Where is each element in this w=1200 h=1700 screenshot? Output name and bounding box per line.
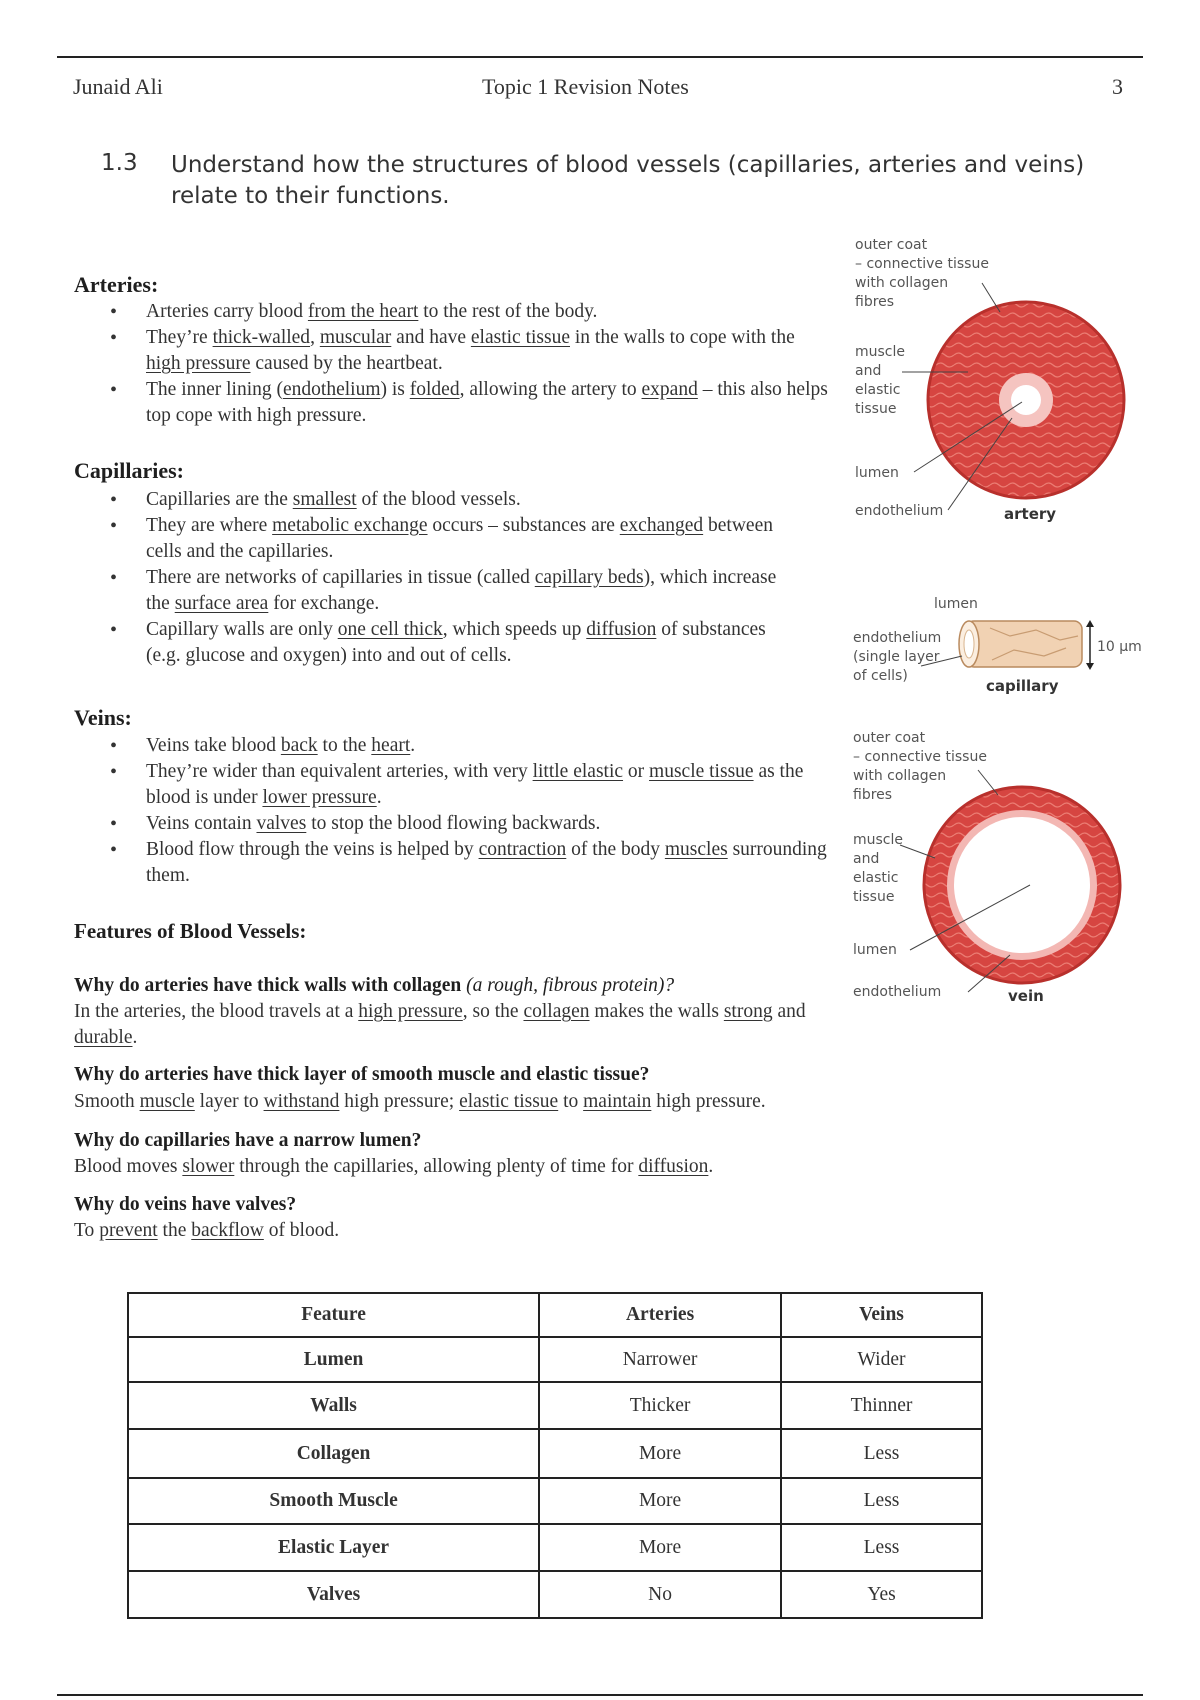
table-cell: Yes [781,1571,982,1618]
header-author: Junaid Ali [73,74,163,99]
answer-3: Blood moves slower through the capillaries, allowing plenty of time for diffusion. [74,1156,714,1177]
list-item: • Capillary walls are only one cell thick, which speeds up diffusion of substances (e.g. glucose and oxygen) into and out of cells. [104,617,804,669]
capillary-name: capillary [986,677,1059,695]
artery-illustration [902,283,1124,510]
vein-muscle-label: muscle and elastic tissue [853,832,904,905]
table-cell: Lumen [128,1337,539,1382]
capillary-endothelium-label: endothelium (single layer of cells) [853,630,942,684]
capillary-size-label: 10 μm [1097,639,1142,655]
list-item: • Blood flow through the veins is helped by contraction of the body muscles surrounding them. [104,837,834,889]
table-cell: More [539,1478,781,1524]
answer-4: To prevent the backflow of blood. [74,1220,340,1241]
list-item: • There are networks of capillaries in tissue (called capillary beds), which increase the surface area for exchange. [104,565,804,617]
table-cell: Narrower [539,1337,781,1382]
table-cell: Smooth Muscle [128,1478,539,1524]
table-cell: Valves [128,1571,539,1618]
capillary-lumen-label: lumen [934,596,978,612]
vein-endothelium-label: endothelium [853,984,942,1000]
list-item: • They’re wider than equivalent arteries, with very little elastic or muscle tissue as the blood is under lower pressure. [104,759,834,811]
vein-outer-coat-label: outer coat – connective tissue with collagen fibres [853,730,987,803]
features-heading: Features of Blood Vessels: [74,919,307,943]
table-cell: More [539,1429,781,1478]
arteries-heading: Arteries: [74,272,159,297]
table-header: Feature [128,1293,539,1337]
capillaries-heading: Capillaries: [74,458,184,483]
table-cell: More [539,1524,781,1571]
artery-name: artery [1004,505,1057,523]
table-cell: Thicker [539,1382,781,1429]
table-cell: Thinner [781,1382,982,1429]
list-item: • Arteries carry blood from the heart to the rest of the body. [104,299,834,325]
list-item: • They’re thick-walled, muscular and have elastic tissue in the walls to cope with the high pressure caused by the heartbeat. [104,325,834,377]
list-item: • Capillaries are the smallest of the blood vessels. [104,487,804,513]
page-number: 3 [1112,74,1123,99]
table-cell: Less [781,1429,982,1478]
table-header: Arteries [539,1293,781,1337]
section-title: Understand how the structures of blood vessels (capillaries, arteries and veins) relate to their functions. [171,152,1085,209]
question-1: Why do arteries have thick walls with collagen (a rough, fibrous protein)? [74,975,675,996]
question-4: Why do veins have valves? [74,1194,297,1215]
vein-lumen-label: lumen [853,942,897,958]
artery-outer-coat-label: outer coat – connective tissue with collagen fibres [855,237,989,310]
answer-1: In the arteries, the blood travels at a high pressure, so the collagen makes the walls strong and durable. [74,1001,806,1048]
question-2: Why do arteries have thick layer of smooth muscle and elastic tissue? [74,1064,650,1085]
table-cell: Wider [781,1337,982,1382]
list-item: • The inner lining (endothelium) is folded, allowing the artery to expand – this also helps top cope with high pressure. [104,377,834,429]
table-cell: Collagen [128,1429,539,1478]
answer-2: Smooth muscle layer to withstand high pressure; elastic tissue to maintain high pressure. [74,1091,766,1112]
veins-heading: Veins: [74,705,132,730]
header-title: Topic 1 Revision Notes [482,74,689,99]
artery-muscle-label: muscle and elastic tissue [855,344,906,417]
vein-name: vein [1008,987,1044,1005]
table-cell: Less [781,1478,982,1524]
table-cell: Walls [128,1382,539,1429]
capillary-illustration [921,620,1094,670]
table-cell: Elastic Layer [128,1524,539,1571]
table-header: Veins [781,1293,982,1337]
table-cell: Less [781,1524,982,1571]
section-number: 1.3 [101,150,138,176]
list-item: • Veins take blood back to the heart. [104,733,834,759]
artery-endothelium-label: endothelium [855,503,944,519]
list-item: • They are where metabolic exchange occurs – substances are exchanged between cells and the capillaries. [104,513,804,565]
list-item: • Veins contain valves to stop the blood flowing backwards. [104,811,834,837]
table-cell: No [539,1571,781,1618]
artery-lumen-label: lumen [855,465,899,481]
question-3: Why do capillaries have a narrow lumen? [74,1130,422,1151]
